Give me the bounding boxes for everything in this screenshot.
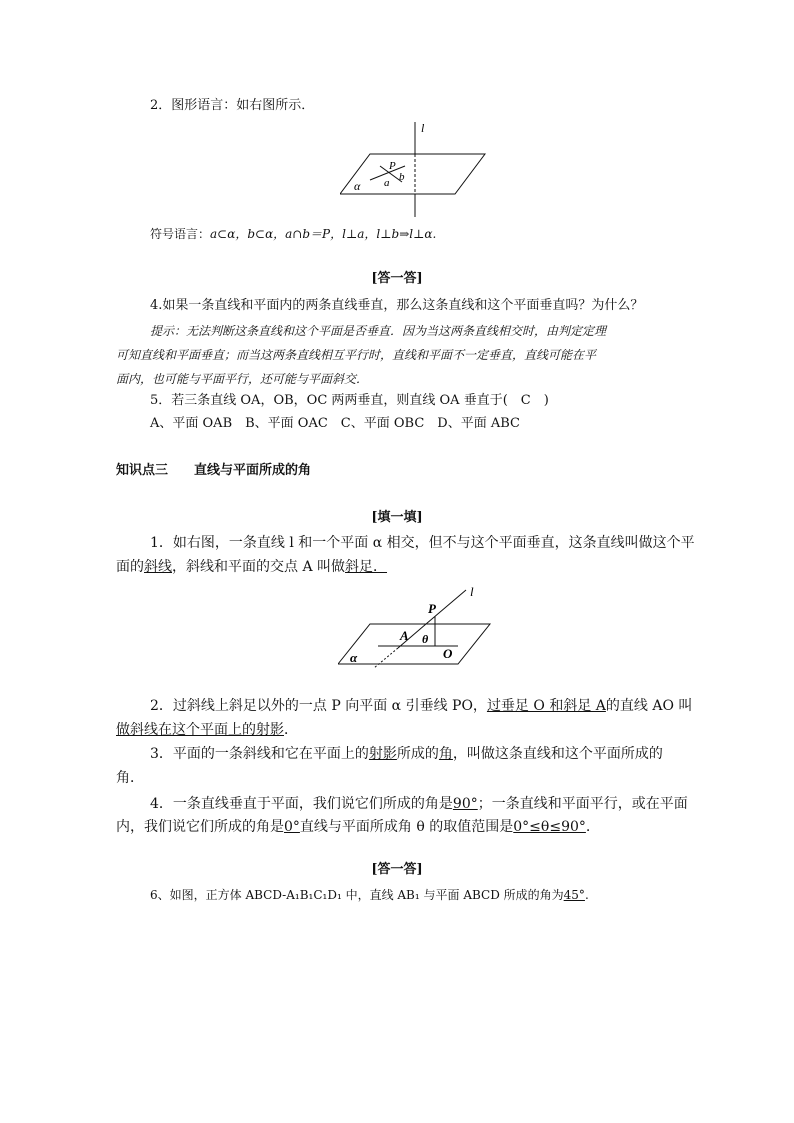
text-run: 面的 <box>116 559 144 575</box>
text-run: 6、如图，正方体 ABCD-A₁B₁C₁D₁ 中，直线 AB₁ 与平面 ABCD 所成的角为 <box>150 888 564 902</box>
answer-blank-foot-points: 过垂足 O 和斜足 A <box>486 698 606 714</box>
question-6 <box>150 888 589 903</box>
text-run: . <box>584 888 589 902</box>
perpendicular-plane-figure <box>340 120 500 220</box>
symbolic-label: 符号语言： <box>150 227 211 241</box>
hint-line-2: 可知直线和平面垂直；而当这两条直线相互平行时，直线和平面不一定垂直，直线可能在平 <box>116 348 597 362</box>
answer-blank-range: 0°≤θ≤90° <box>513 819 586 835</box>
plane-alpha-shape <box>340 154 485 194</box>
question-5-options: A、平面 OAB B、平面 OAC C、平面 OBC D、平面 ABC <box>150 416 520 431</box>
text-run: 内，我们说它们所成的角是 <box>116 819 284 835</box>
label-alpha: α <box>354 179 361 193</box>
text-run: 3．平面的一条斜线和它在平面上的 <box>150 746 369 762</box>
text-run: 2．过斜线上斜足以外的一点 P 向平面 α 引垂线 PO， <box>150 698 487 714</box>
answer-heading-2: [答一答] <box>371 862 423 877</box>
label-b: b <box>399 171 405 183</box>
oblique-line-figure <box>338 582 498 684</box>
answer-blank-oblique-line: 斜线 <box>144 559 172 575</box>
text-run: ；一条直线和平面平行，或在平面 <box>477 796 688 812</box>
fill-heading: [填一填] <box>371 510 423 525</box>
label-alpha: α <box>350 650 358 665</box>
hint-line-1: 提示：无法判断这条直线和这个平面是否垂直．因为当这两条直线相交时，由判定定理 <box>150 324 607 338</box>
text-run: ． <box>284 722 298 738</box>
question-4: 4.如果一条直线和平面内的两条直线垂直，那么这条直线和这个平面垂直吗？为什么？ <box>150 298 644 313</box>
label-l: l <box>470 584 474 599</box>
fill-p3-line1 <box>150 745 663 763</box>
question-5: 5．若三条直线 OA，OB，OC 两两垂直，则直线 OA 垂直于( C ) <box>150 393 549 408</box>
fill-p1-line2 <box>116 558 387 576</box>
answer-blank-90deg: 90° <box>452 796 478 812</box>
answer-blank-projection-word: 射影 <box>368 746 397 762</box>
label-P: P <box>428 601 436 616</box>
answer-blank-projection: 做斜线在这个平面上的射影 <box>116 722 284 738</box>
text-run: ，叫做这条直线和这个平面所成的 <box>452 746 663 762</box>
text-run: 所成的 <box>396 746 439 762</box>
item-2-figure-language: 2．图形语言：如右图所示． <box>150 98 315 113</box>
label-l: l <box>421 121 425 135</box>
knowledge-point-title: 直线与平面所成的角 <box>194 463 312 478</box>
answer-blank-angle: 角 <box>438 746 453 762</box>
fill-p4-line1 <box>150 795 688 813</box>
knowledge-point-number: 知识点三 <box>116 463 169 478</box>
label-A: A <box>400 628 409 643</box>
fill-p3-line2: 角． <box>116 770 144 786</box>
text-run: 的直线 AO 叫 <box>605 698 693 714</box>
label-theta: θ <box>422 632 429 646</box>
answer-blank-45deg: 45° <box>563 888 585 902</box>
text-run: ，斜线和平面的交点 A 叫做 <box>172 559 346 575</box>
label-O: O <box>443 646 453 661</box>
answer-blank-0deg: 0° <box>284 819 300 835</box>
line-l-hidden <box>374 648 398 668</box>
fill-p1-line1: 1．如右图，一条直线 l 和一个平面 α 相交，但不与这个平面垂直，这条直线叫做这个平 <box>150 535 695 551</box>
knowledge-point-heading <box>116 463 311 479</box>
text-run: 4．一条直线垂直于平面，我们说它们所成的角是 <box>150 796 453 812</box>
answer-blank-foot: 斜足． <box>345 559 388 575</box>
text-run: . <box>585 819 591 835</box>
fill-p2-line1 <box>150 697 692 715</box>
answer-heading-1: [答一答] <box>371 271 423 286</box>
symbolic-expression: a⊂α，b⊂α，a∩b＝P，l⊥a，l⊥b⇒l⊥α. <box>210 227 437 241</box>
fill-p4-line2 <box>116 818 590 836</box>
symbolic-language <box>150 227 436 242</box>
hint-line-3: 面内，也可能与平面平行，还可能与平面斜交． <box>116 372 369 386</box>
label-P: P <box>389 160 396 172</box>
text-run: 直线与平面所成角 θ 的取值范围是 <box>299 819 514 835</box>
label-a: a <box>384 177 390 189</box>
plane-alpha-shape <box>338 624 490 664</box>
fill-p2-line2 <box>116 721 298 739</box>
